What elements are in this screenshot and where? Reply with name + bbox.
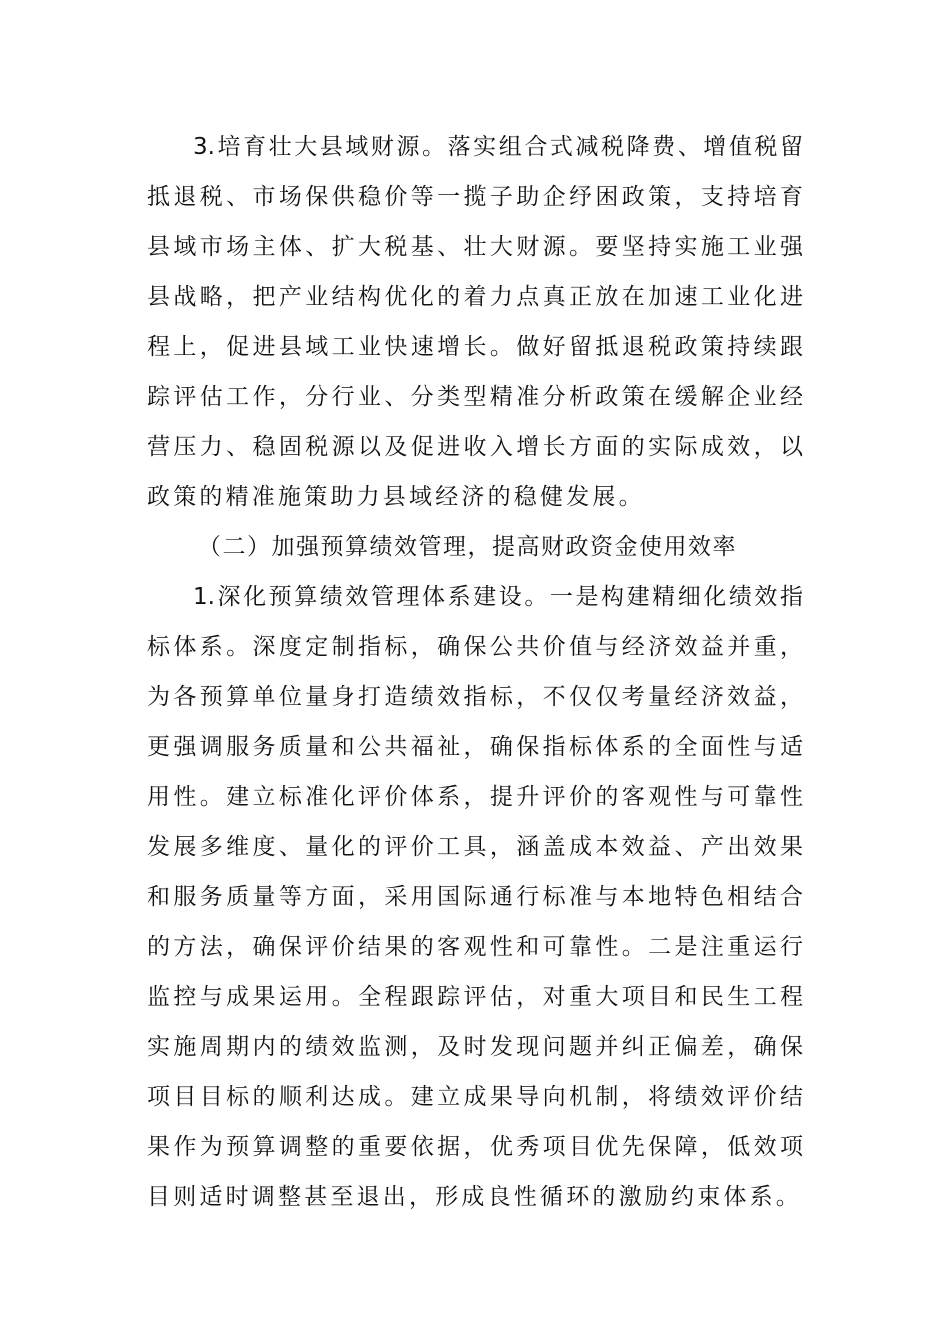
paragraph-line: 政策的精准施策助力县域经济的稳健发展。 [147,484,645,510]
paragraph-line: 县战略，把产业结构优化的着力点真正放在加速工业化进 [147,284,803,310]
paragraph-line: 抵退税、市场保供稳价等一揽子助企纾困政策，支持培育 [147,184,803,210]
paragraph-line: 项目目标的顺利达成。建立成果导向机制，将绩效评价结 [147,1084,803,1110]
paragraph-line: 为各预算单位量身打造绩效指标，不仅仅考量经济效益， [147,684,803,710]
paragraph-line: 1.深化预算绩效管理体系建设。一是构建精细化绩效指 [193,584,803,610]
paragraph-line: 营压力、稳固税源以及促进收入增长方面的实际成效，以 [147,434,803,460]
paragraph-line: 程上，促进县域工业快速增长。做好留抵退税政策持续跟 [147,334,803,360]
paragraph-line: 的方法，确保评价结果的客观性和可靠性。二是注重运行 [147,934,803,960]
paragraph-line: 果作为预算调整的重要依据，优秀项目优先保障，低效项 [147,1134,803,1160]
paragraph-line: 实施周期内的绩效监测，及时发现问题并纠正偏差，确保 [147,1034,803,1060]
paragraph-line: 监控与成果运用。全程跟踪评估，对重大项目和民生工程 [147,984,803,1010]
paragraph-line: 用性。建立标准化评价体系，提升评价的客观性与可靠性 [147,784,803,810]
paragraph-line: 目则适时调整甚至退出，形成良性循环的激励约束体系。 [147,1184,802,1210]
paragraph-line: 标体系。深度定制指标，确保公共价值与经济效益并重， [147,634,803,660]
paragraph-line: 县域市场主体、扩大税基、壮大财源。要坚持实施工业强 [147,234,803,260]
paragraph-line: 3.培育壮大县域财源。落实组合式减税降费、增值税留 [193,134,803,160]
paragraph-line: 和服务质量等方面，采用国际通行标准与本地特色相结合 [147,884,803,910]
paragraph-line: 踪评估工作，分行业、分类型精准分析政策在缓解企业经 [147,384,803,410]
section-heading: （二）加强预算绩效管理，提高财政资金使用效率 [198,534,737,560]
paragraph-line: 更强调服务质量和公共福祉，确保指标体系的全面性与适 [147,734,803,760]
paragraph-line: 发展多维度、量化的评价工具，涵盖成本效益、产出效果 [147,834,803,860]
